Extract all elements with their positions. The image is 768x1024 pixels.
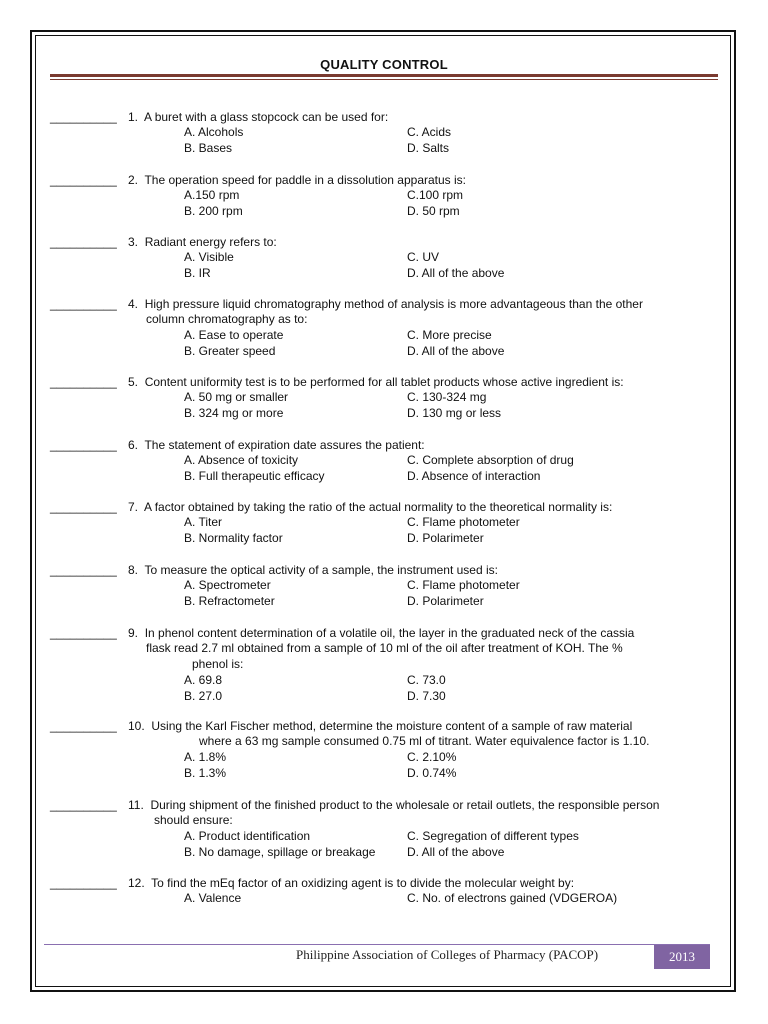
option-d: D. 50 rpm <box>407 204 460 218</box>
option-a: A. Titer <box>184 515 223 529</box>
question-number: 1. <box>128 110 139 124</box>
option-a: A. Valence <box>184 891 242 905</box>
answer-blank: __________ <box>50 500 117 514</box>
option-a: A. 69.8 <box>184 673 223 687</box>
question-number: 10. <box>128 719 145 733</box>
answer-blank: __________ <box>50 297 117 311</box>
option-c: C. 2.10% <box>407 750 457 764</box>
option-d: D. 7.30 <box>407 689 446 703</box>
question-stem-continued: flask read 2.7 ml obtained from a sample of 10 ml of the oil after treatment of KOH. The % <box>146 641 623 655</box>
option-b: B. 1.3% <box>184 766 227 780</box>
option-d: D. 0.74% <box>407 766 457 780</box>
option-c: C. Segregation of different types <box>407 829 579 843</box>
option-a: A. Product identification <box>184 829 311 843</box>
option-c: C. Flame photometer <box>407 578 520 592</box>
option-b: B. Normality factor <box>184 531 283 545</box>
answer-blank: __________ <box>50 375 117 389</box>
option-b: B. Bases <box>184 141 233 155</box>
option-c: C. No. of electrons gained (VDGEROA) <box>407 891 618 905</box>
question-stem: To find the mEq factor of an oxidizing agent is to divide the molecular weight by: <box>151 876 575 890</box>
option-c: C. 130-324 mg <box>407 390 487 404</box>
question-stem: During shipment of the finished product to the wholesale or retail outlets, the responsible person <box>150 798 660 812</box>
question-stem: In phenol content determination of a volatile oil, the layer in the graduated neck of the cassia <box>144 626 635 640</box>
page-title: QUALITY CONTROL <box>320 57 448 72</box>
option-d: D. Polarimeter <box>407 531 484 545</box>
answer-blank: __________ <box>50 798 117 812</box>
option-c: C. 73.0 <box>407 673 446 687</box>
option-c: C. More precise <box>407 328 492 342</box>
question-stem: To measure the optical activity of a sample, the instrument used is: <box>144 563 498 577</box>
option-d: D. 130 mg or less <box>407 406 502 420</box>
option-b: B. Full therapeutic efficacy <box>184 469 325 483</box>
footer-year-badge: 2013 <box>654 945 710 969</box>
option-a: A. 50 mg or smaller <box>184 390 289 404</box>
question-stem: High pressure liquid chromatography method of analysis is more advantageous than the other <box>144 297 643 311</box>
option-b: B. 324 mg or more <box>184 406 284 420</box>
question-stem: A buret with a glass stopcock can be used for: <box>144 110 389 124</box>
option-d: D. Polarimeter <box>407 594 484 608</box>
question-number: 2. <box>128 173 139 187</box>
title-rule-thick <box>50 74 718 77</box>
answer-blank: __________ <box>50 438 117 452</box>
option-d: D. All of the above <box>407 344 505 358</box>
question-number: 8. <box>128 563 139 577</box>
option-a: A. Visible <box>184 250 234 264</box>
question-stem-continued: column chromatography as to: <box>146 312 308 326</box>
question-stem: The statement of expiration date assures the patient: <box>144 438 425 452</box>
option-c: C.100 rpm <box>407 188 464 202</box>
question-number: 7. <box>128 500 139 514</box>
option-a: A. Absence of toxicity <box>184 453 299 467</box>
question-number: 12. <box>128 876 145 890</box>
question-stem: The operation speed for paddle in a dissolution apparatus is: <box>144 173 467 187</box>
option-b: B. No damage, spillage or breakage <box>184 845 376 859</box>
option-b: B. 200 rpm <box>184 204 243 218</box>
question-number: 11. <box>128 798 144 812</box>
option-d: D. Salts <box>407 141 450 155</box>
question-number: 4. <box>128 297 139 311</box>
footer-rule <box>44 944 710 945</box>
option-d: D. All of the above <box>407 266 505 280</box>
option-a: A. Alcohols <box>184 125 244 139</box>
question-stem-continued: should ensure: <box>154 813 233 827</box>
question-number: 5. <box>128 375 139 389</box>
answer-blank: __________ <box>50 876 117 890</box>
option-a: A.150 rpm <box>184 188 240 202</box>
answer-blank: __________ <box>50 173 117 187</box>
option-c: C. Complete absorption of drug <box>407 453 574 467</box>
question-stem-continued: where a 63 mg sample consumed 0.75 ml of titrant. Water equivalence factor is 1.10. <box>199 734 650 748</box>
answer-blank: __________ <box>50 563 117 577</box>
option-a: A. Spectrometer <box>184 578 271 592</box>
option-a: A. 1.8% <box>184 750 227 764</box>
question-stem: Content uniformity test is to be performed for all tablet products whose active ingredient is: <box>144 375 624 389</box>
option-b: B. IR <box>184 266 211 280</box>
question-stem: Using the Karl Fischer method, determine the moisture content of a sample of raw material <box>151 719 633 733</box>
option-c: C. Flame photometer <box>407 515 520 529</box>
answer-blank: __________ <box>50 719 117 733</box>
question-stem-continued-2: phenol is: <box>192 657 244 671</box>
question-stem: Radiant energy refers to: <box>144 235 277 249</box>
question-number: 3. <box>128 235 139 249</box>
question-number: 9. <box>128 626 139 640</box>
answer-blank: __________ <box>50 235 117 249</box>
footer-organization: Philippine Association of Colleges of Pharmacy (PACOP) <box>296 947 599 962</box>
option-d: D. All of the above <box>407 845 505 859</box>
option-b: B. Greater speed <box>184 344 276 358</box>
option-b: B. 27.0 <box>184 689 223 703</box>
option-d: D. Absence of interaction <box>407 469 541 483</box>
answer-blank: __________ <box>50 110 117 124</box>
option-c: C. UV <box>407 250 440 264</box>
option-a: A. Ease to operate <box>184 328 284 342</box>
option-c: C. Acids <box>407 125 452 139</box>
answer-blank: __________ <box>50 626 117 640</box>
question-number: 6. <box>128 438 139 452</box>
option-b: B. Refractometer <box>184 594 275 608</box>
question-stem: A factor obtained by taking the ratio of the actual normality to the theoretical normality is: <box>144 500 613 514</box>
title-rule-thin <box>50 79 718 80</box>
